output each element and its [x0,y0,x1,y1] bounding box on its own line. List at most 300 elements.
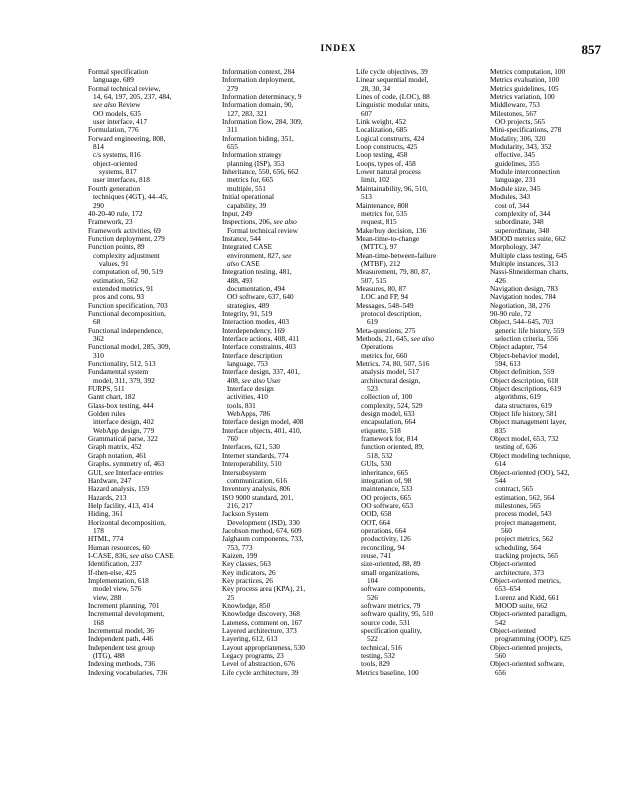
index-entry: Knowledge discovery, 368 [222,609,300,619]
index-entry: Interaction modes, 403 [222,317,290,327]
index-entry: 40-20-40 rule, 172 [88,208,143,218]
index-entry: Interdependency, 169 [222,325,285,335]
index-entry: Functionality, 512, 513 [88,359,156,369]
index-subentry: generic life history, 559 [495,325,565,335]
index-subentry: productivity, 126 [361,534,411,544]
index-subentry: 526 [367,592,378,602]
index-subentry: function oriented, 89, [361,442,424,452]
index-subentry: 760 [227,434,238,444]
index-column-2 [222,68,339,782]
index-entry: Nassi-Shneiderman charts, [490,267,569,277]
index-subentry: 560 [501,525,512,535]
index-subentry: milestones, 565 [495,500,541,510]
index-entry: Horizontal decomposition, [88,517,166,527]
index-entry: Formal specification [88,67,149,76]
index-entry: Knowledge, 850 [222,601,271,610]
index-entry: Object-oriented projects, [490,642,563,652]
index-entry: Life cycle objectives, 39 [356,67,428,76]
index-subentry: 814 [93,142,104,152]
index-entry: Object-oriented (OO), 542, [490,467,570,477]
index-subentry: 523 [367,384,378,394]
index-subentry: values, 91 [99,258,129,268]
index-entry: Independent path, 446 [88,634,154,644]
index-entry: Module interconnection [490,167,560,177]
index-subentry: Interface design [227,384,274,394]
index-subentry: 362 [93,334,104,343]
index-entry: Life cycle architecture, 39 [222,667,299,677]
index-entry: Multiple instances, 313 [490,258,559,268]
index-entry: Information deployment, [222,75,295,85]
index-entry: Linear sequential model, [356,75,429,85]
index-subentry: GUIs, 530 [361,459,392,469]
index-entry: Loop testing, 458 [356,150,408,160]
index-subentry: metrics for, 665 [227,175,274,185]
page-header [0,44,637,60]
index-subentry: 168 [93,617,104,627]
index-entry: Framework activities, 69 [88,225,161,235]
index-entry: Functional model, 285, 309, [88,342,171,352]
index-subentry: LOC and FP, 94 [361,292,409,302]
index-entry: Object description, 618 [490,375,559,385]
index-subentry: programming (OOP), 625 [495,634,571,644]
index-subentry: 14, 64, 197, 205, 237, 484, [93,92,172,102]
index-subentry: OO projects, 665 [361,492,412,502]
index-subentry: 28, 30, 34 [361,83,391,93]
index-subentry: activities, 410 [227,392,268,402]
index-subentry: systems, 817 [99,167,137,177]
index-subentry: (ITG), 488 [93,651,125,661]
index-subentry: 507, 515 [361,275,387,285]
index-subentry: tools, 829 [361,659,390,669]
index-entry: Key practices, 26 [222,575,273,585]
index-subentry: complexity adjustment [93,250,160,260]
index-subentry: Development (JSD), 330 [227,517,300,527]
page-number: 857 [581,42,601,57]
index-subentry: algorithms, 619 [495,392,541,402]
index-column-3 [356,68,473,782]
index-entry: Inspections, 206, see also [222,217,297,227]
index-entry: Object management layer, [490,417,567,427]
index-entry: Measures, 80, 87 [356,283,406,293]
index-entry: Function deployment, 279 [88,233,165,243]
index-entry: Interface design, 337, 401, [222,367,300,377]
index-subentry: OO software, 653 [361,500,414,510]
index-subentry: user interfaces, 818 [93,175,150,185]
index-entry: Fourth generation [88,183,141,193]
index-entry: HTML, 774 [88,534,124,544]
index-entry: Metrics computation, 100 [490,67,566,76]
index-subentry: model view, 576 [93,584,142,594]
index-subentry: 68 [93,317,101,327]
index-entry: Lateness, comment on, 167 [222,617,303,627]
index-entry: Metrics evaluation, 100 [490,75,560,85]
index-entry: Object adapter, 754 [490,342,548,352]
index-subentry: protocol description, [361,308,422,318]
index-subentry: 619 [367,317,378,327]
index-subentry: computation of, 90, 519 [93,267,163,277]
index-subentry: tools, 831 [227,400,256,410]
index-entry: Formulation, 776 [88,125,139,135]
index-subentry: model, 311, 379, 392 [93,375,155,385]
index-subentry: 310 [93,350,104,360]
index-subentry: 290 [93,200,104,210]
index-entry: Methods, 21, 645, see also [356,334,435,343]
index-subentry: size-oriented, 88, 89 [361,559,421,569]
index-subentry: analysis model, 517 [361,367,420,377]
index-subentry: 104 [367,575,378,585]
index-subentry: see also Review [93,100,141,110]
index-subentry: WebApps, 786 [227,409,271,419]
index-entry: Interfaces, 621, 530 [222,442,280,452]
index-column-4 [490,68,607,782]
index-entry: Golden rules [88,409,126,419]
index-subentry: architectural design, [361,375,421,385]
index-subentry: 653–654 [495,584,521,594]
index-entry: Hardware, 247 [88,475,132,485]
index-entry: Hiding, 361 [88,509,123,519]
index-entry: Grammatical parse, 322 [88,434,158,444]
index-entry: Layered architecture, 373 [222,626,297,636]
index-subentry: 655 [227,142,238,152]
index-subentry: software components, [361,584,426,594]
index-entry: Jalghaum components, 733, [222,534,304,544]
index-subentry: complexity, 524, 529 [361,400,423,410]
index-entry: Modules, 343 [490,192,531,202]
index-entry: Navigation design, 783 [490,283,558,293]
index-entry: Mean-time-to-change [356,233,420,243]
index-subentry: 178 [93,525,104,535]
index-entry: Interface description [222,350,283,360]
index-entry: Interface design model, 408 [222,417,304,427]
index-entry: Formal technical review, [88,83,161,93]
index-entry: Metrics, 74, 80, 507, 516 [356,359,430,369]
index-entry: Function points, 89 [88,242,145,252]
index-entry: Integration testing, 481, [222,267,292,277]
index-subentry: selection criteria, 556 [495,334,559,343]
index-entry: Forward engineering, 808, [88,133,166,143]
index-subentry: maintenance, 533 [361,484,413,494]
index-entry: Module size, 345 [490,183,541,193]
index-subentry: documentation, 494 [227,283,285,293]
index-subentry: Formal technical review [227,225,298,235]
index-entry: Multiple class testing, 645 [490,250,568,260]
index-subentry: process model, 543 [495,509,552,519]
index-subentry: multiple, 551 [227,183,266,193]
index-entry: Legacy programs, 23 [222,651,284,661]
index-subentry: OO projects, 565 [495,117,546,127]
index-subentry: scheduling, 564 [495,542,542,552]
index-subentry: 127, 283, 321 [227,108,268,118]
index-entry: Jackson System [222,509,269,519]
index-column-1 [88,68,205,782]
index-subentry: small organizations, [361,567,420,577]
index-subentry: contract, 565 [495,484,534,494]
index-entry: Graphs, symmetry of, 463 [88,459,165,469]
index-subentry: strategies, 489 [227,300,270,310]
index-entry: Logical constructs, 424 [356,133,425,143]
index-entry: If-then-else, 425 [88,567,137,577]
index-entry: Hazard analysis, 159 [88,484,149,494]
page-title: INDEX [320,44,357,54]
index-entry: Object modeling technique, [490,450,571,460]
index-entry: GUI, see Interface entries [88,467,163,477]
index-subentry: OO software, 637, 640 [227,292,294,302]
index-subentry: encapsulation, 664 [361,417,416,427]
index-subentry: testing, 532 [361,651,396,661]
index-subentry: interface design, 402 [93,417,154,427]
index-entry: Object-oriented [490,626,536,636]
index-subentry: data structures, 619 [495,400,552,410]
index-subentry: language, 689 [93,75,134,85]
index-entry: Integrity, 91, 519 [222,308,273,318]
index-entry: Indexing vocabularies, 736 [88,667,168,677]
index-subentry: project metrics, 562 [495,534,554,544]
index-entry: Object model, 653, 732 [490,434,559,444]
index-entry: Interface actions, 408, 411 [222,334,300,343]
index-entry: Implementation, 618 [88,575,149,585]
index-subentry: guidelines, 355 [495,158,540,168]
index-entry: Key process area (KPA), 21, [222,584,306,594]
index-subentry: integration of, 98 [361,475,412,485]
index-subentry: MOOD suite, 662 [495,601,548,610]
index-entry: Metrics baseline, 100 [356,667,419,677]
index-entry: Input, 249 [222,208,252,218]
index-subentry: 614 [495,459,506,469]
index-subentry: specification quality, [361,626,422,636]
index-subentry: view, 288 [93,592,122,602]
index-entry: Modularity, 343, 352 [490,142,552,152]
index-entry: Information context, 284 [222,67,295,76]
index-subentry: 518, 532 [367,450,393,460]
index-entry: Functional independence, [88,325,163,335]
index-subentry: source code, 531 [361,617,411,627]
index-entry: Middleware, 753 [490,100,540,110]
index-entry: Milestones, 567 [490,108,537,118]
index-subentry: 522 [367,634,378,644]
index-entry: Intersubsystem [222,467,267,477]
index-entry: Morphology, 347 [490,242,541,252]
index-entry: Messages, 548–549 [356,300,414,310]
index-subentry: 513 [361,192,372,202]
index-subentry: architecture, 373 [495,567,545,577]
index-entry: Indexing methods, 736 [88,659,156,669]
index-entry: Interface objects, 401, 410, [222,425,302,435]
index-entry: Make/buy decision, 136 [356,225,427,235]
index-entry: Information domain, 90, [222,100,294,110]
index-entry: Measurement, 79, 80, 87, [356,267,431,277]
index-subentry: complexity of, 344 [495,208,551,218]
index-entry: Gantt chart, 182 [88,392,136,402]
index-entry: Function specification, 703 [88,300,168,310]
index-entry: Identification, 237 [88,559,142,569]
index-subentry: 279 [227,83,238,93]
index-entry: Maintainability, 96, 510, [356,183,428,193]
index-entry: I-CASE, 836, see also CASE [88,550,174,560]
index-entry: Inventory analysis, 806 [222,484,291,494]
index-subentry: OO models, 635 [93,108,142,118]
index-subentry: Lorenz and Kidd, 661 [495,592,560,602]
index-subentry: limit, 102 [361,175,390,185]
index-entry: Maintenance, 808 [356,200,409,210]
index-entry: Human resources, 60 [88,542,150,552]
index-subentry: request, 815 [361,217,397,227]
index-entry: Integrated CASE [222,242,273,252]
index-entry: Layout appropriateness, 530 [222,642,305,652]
index-entry: Information determinacy, 9 [222,92,302,102]
index-entry: Level of abstraction, 676 [222,659,295,669]
index-entry: MOOD metrics suite, 662 [490,233,566,243]
index-subentry: planning (ISP), 353 [227,158,285,168]
index-subentry: reconciling, 94 [361,542,405,552]
index-subentry: project management, [495,517,557,527]
index-subentry: 544 [495,475,506,485]
index-subentry: metrics for, 660 [361,350,408,360]
index-entry: Information strategy [222,150,282,160]
index-subentry: reuse, 741 [361,550,391,560]
index-entry: Incremental model, 36 [88,626,154,636]
index-entry: Kaizen, 199 [222,550,258,560]
index-subentry: etiquette, 518 [361,425,401,435]
index-entry: Meta-questions, 275 [356,325,416,335]
index-subentry: estimation, 562, 564 [495,492,555,502]
index-subentry: pros and cons, 93 [93,292,145,302]
index-entry: Metrics guidelines, 105 [490,83,559,93]
index-entry: Hazards, 213 [88,492,127,502]
index-entry: Help facility, 413, 414 [88,500,154,510]
index-entry: Functional decomposition, [88,308,166,318]
index-entry: Object-oriented [490,559,536,569]
index-entry: Localization, 685 [356,125,408,135]
index-entry: Loop constructs, 425 [356,142,418,152]
index-subentry: Operations [361,342,394,352]
index-subentry: language, 231 [495,175,536,185]
index-subentry: effective, 345 [495,150,535,160]
index-entry: Internet standards, 774 [222,450,289,460]
index-entry: Object descriptions, 619 [490,384,562,394]
index-subentry: 216, 217 [227,500,253,510]
index-subentry: extended metrics, 91 [93,283,154,293]
index-columns [88,68,607,782]
index-subentry: 311 [227,125,238,135]
index-subentry: OOD, 658 [361,509,392,519]
index-subentry: communication, 616 [227,475,287,485]
index-subentry: tracking projects, 565 [495,550,559,560]
index-subentry: 753, 773 [227,542,253,552]
index-entry: Linguistic modular units, [356,100,430,110]
index-subentry: cost of, 344 [495,200,530,210]
index-subentry: estimation, 562 [93,275,138,285]
index-subentry: capability, 39 [227,200,267,210]
index-entry: Layering, 612, 613 [222,634,278,644]
index-subentry: 25 [227,592,235,602]
index-subentry: software metrics, 79 [361,601,421,610]
index-subentry: design model, 633 [361,409,415,419]
index-entry: Initial operational [222,192,275,202]
index-entry: Information hiding, 351, [222,133,294,143]
index-entry: Information flow, 284, 309, [222,117,303,127]
index-subentry: 835 [495,425,506,435]
index-entry: Increment planning, 701 [88,601,160,610]
index-subentry: (MTBF), 212 [361,258,401,268]
index-entry: Instance, 544 [222,233,261,243]
index-subentry: object-oriented [93,158,138,168]
index-entry: Glass-box testing, 444 [88,400,154,410]
index-subentry: inheritance, 665 [361,467,409,477]
index-entry: Jacobson method, 674, 609 [222,525,302,535]
index-entry: Lower natural process [356,167,421,177]
index-entry: Independent test group [88,642,155,652]
index-entry: Metrics variation, 100 [490,92,555,102]
index-entry: ISO 9000 standard, 201, [222,492,294,502]
index-entry: Modality, 306, 320 [490,133,546,143]
index-subentry: c/s systems, 816 [93,150,141,160]
index-entry: Navigation nodes, 784 [490,292,556,302]
index-entry: Incremental development, [88,609,165,619]
index-entry: Framework, 23 [88,217,133,227]
index-entry: Object-oriented software, [490,659,565,669]
index-entry: Fundamental system [88,367,149,377]
index-entry: Loops, types of, 458 [356,158,416,168]
index-subentry: 488, 493 [227,275,253,285]
index-entry: Object-oriented paradigm, [490,609,567,619]
index-entry: Graph matrix, 452 [88,442,142,452]
index-entry: Mean-time-between-failure [356,250,437,260]
index-entry: Object-behavior model, [490,350,560,360]
index-entry: Object definition, 559 [490,367,555,377]
index-entry: Graph notation, 461 [88,450,147,460]
index-entry: Key indicators, 26 [222,567,276,577]
index-subentry: 594, 613 [495,359,521,369]
index-entry: Mini-specifications, 278 [490,125,562,135]
index-entry: 90-90 rule, 72 [490,308,532,318]
index-entry: Link weight, 452 [356,117,407,127]
index-subentry: 656 [495,667,506,677]
index-entry: FURPS, 511 [88,384,125,394]
index-entry: Lines of code, (LOC), 88 [356,92,430,102]
index-entry: Object, 544–645, 703 [490,317,554,327]
index-subentry: 607 [361,108,372,118]
index-subentry: technical, 516 [361,642,402,652]
index-entry: Object life history, 581 [490,409,558,419]
index-entry: Key classes, 563 [222,559,271,569]
index-subentry: techniques (4GT), 44–45, [93,192,168,202]
index-subentry: 542 [495,617,506,627]
index-subentry: collection of, 100 [361,392,413,402]
index-subentry: metrics for, 535 [361,208,408,218]
index-subentry: operations, 664 [361,525,406,535]
index-subentry: environment, 827, see [227,250,292,260]
index-subentry: 408, see also User [227,375,281,385]
index-subentry: testing of, 636 [495,442,537,452]
index-subentry: user interface, 417 [93,117,148,127]
index-subentry: subordinate, 348 [495,217,544,227]
index-entry: Interoperability, 510 [222,459,282,469]
index-entry: Negotiation, 38, 276 [490,300,550,310]
index-subentry: OOT, 664 [361,517,391,527]
index-subentry: 426 [495,275,506,285]
index-subentry: superordinate, 348 [495,225,550,235]
index-entry: Inheritance, 550, 656, 662 [222,167,299,177]
index-entry: Object-oriented metrics, [490,575,561,585]
index-subentry: (MTTC), 97 [361,242,398,252]
index-subentry: language, 753 [227,359,268,369]
index-subentry: software quality, 95, 510 [361,609,434,619]
index-subentry: 560 [495,651,506,661]
index-subentry: WebApp design, 779 [93,425,155,435]
index-subentry: framework for, 814 [361,434,418,444]
index-entry: Interface constraints, 403 [222,342,296,352]
index-subentry: also CASE [227,258,260,268]
